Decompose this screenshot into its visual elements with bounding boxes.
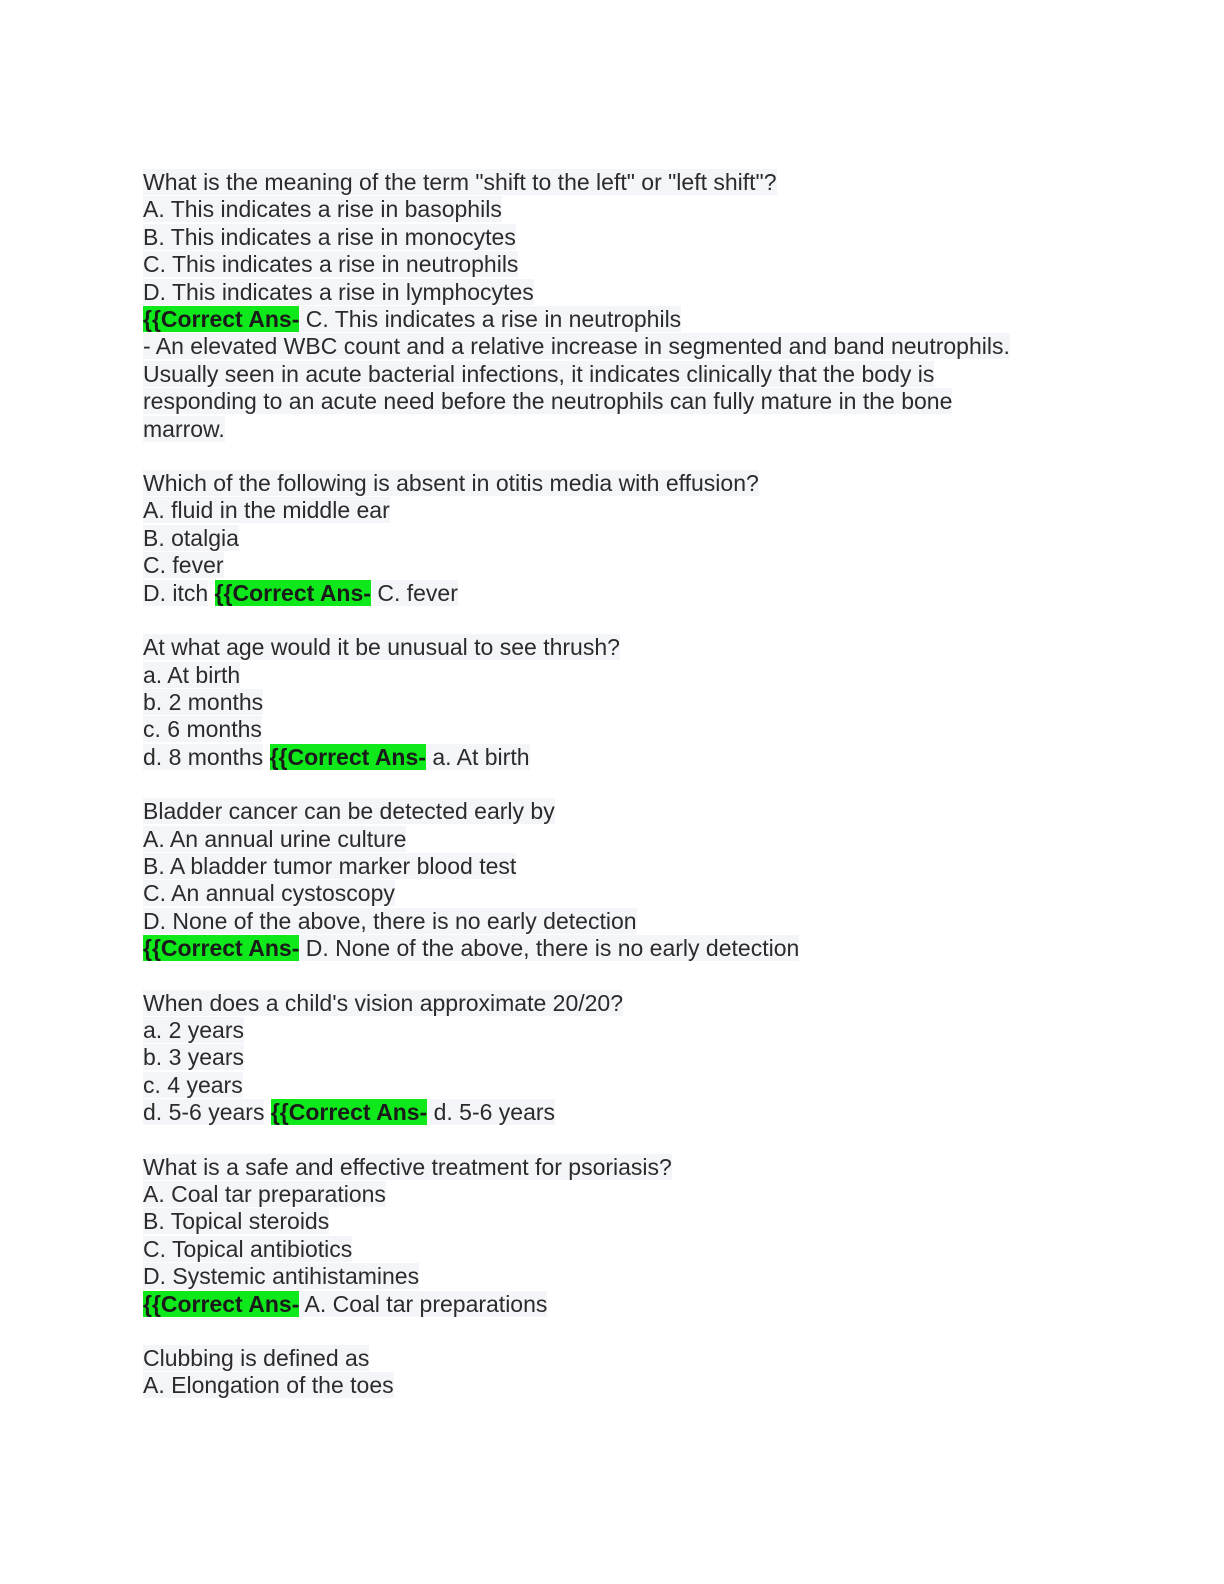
option-c: c. 6 months — [143, 716, 262, 743]
option-c: C. This indicates a rise in neutrophils — [143, 251, 519, 278]
correct-answer-text: a. At birth — [432, 743, 530, 770]
option-d: D. None of the above, there is no early detection — [143, 907, 637, 934]
option-c: C. An annual cystoscopy — [143, 880, 395, 907]
question-text: Clubbing is defined as — [143, 1345, 370, 1372]
explanation-line: marrow. — [143, 415, 225, 442]
option-d: D. This indicates a rise in lymphocytes — [143, 278, 534, 305]
option-a: A. fluid in the middle ear — [143, 497, 390, 524]
option-d: D. itch — [143, 579, 209, 606]
option-d: D. Systemic antihistamines — [143, 1263, 420, 1290]
correct-answer-text: d. 5-6 years — [433, 1099, 556, 1126]
option-a: A. This indicates a rise in basophils — [143, 196, 502, 223]
question-text: What is the meaning of the term "shift to the left" or "left shift"? — [143, 169, 777, 195]
explanation-line: Usually seen in acute bacterial infections, it indicates clinically that the body is — [143, 360, 935, 387]
correct-answer-tag: {{Correct Ans- — [143, 935, 300, 962]
question-text: Bladder cancer can be detected early by — [143, 798, 555, 825]
correct-answer-text: C. fever — [377, 579, 458, 606]
option-c: C. fever — [143, 552, 224, 579]
option-b: b. 3 years — [143, 1044, 244, 1071]
option-d: d. 8 months — [143, 743, 264, 770]
question-block-6 — [143, 1154, 1103, 1318]
correct-answer-tag: {{Correct Ans- — [269, 743, 426, 770]
question-block-5 — [143, 990, 1103, 1127]
option-a: A. An annual urine culture — [143, 825, 407, 852]
correct-answer-tag: {{Correct Ans- — [270, 1099, 428, 1126]
correct-answer-tag: {{Correct Ans- — [143, 1290, 300, 1317]
option-b: B. A bladder tumor marker blood test — [143, 852, 517, 879]
correct-answer-text: C. This indicates a rise in neutrophils — [305, 306, 682, 333]
correct-answer-tag: {{Correct Ans- — [214, 579, 371, 606]
correct-answer-text: D. None of the above, there is no early detection — [305, 935, 800, 962]
question-block-4 — [143, 798, 1103, 962]
option-c: c. 4 years — [143, 1071, 243, 1098]
correct-answer-tag: {{Correct Ans- — [143, 306, 300, 333]
question-text: Which of the following is absent in otitis media with effusion? — [143, 470, 759, 497]
question-text: At what age would it be unusual to see thrush? — [143, 634, 620, 661]
correct-answer-text: A. Coal tar preparations — [304, 1290, 548, 1317]
document-page — [143, 169, 1103, 1400]
question-block-7 — [143, 1345, 1103, 1400]
option-d: d. 5-6 years — [143, 1099, 265, 1126]
question-text: What is a safe and effective treatment for psoriasis? — [143, 1153, 672, 1180]
option-a: a. At birth — [143, 661, 241, 688]
option-b: B. Topical steroids — [143, 1208, 330, 1235]
option-a: A. Elongation of the toes — [143, 1372, 394, 1399]
question-block-2 — [143, 470, 1103, 607]
option-a: A. Coal tar preparations — [143, 1181, 386, 1207]
explanation-line: - An elevated WBC count and a relative increase in segmented and band neutrophils. — [143, 333, 1010, 360]
option-a: a. 2 years — [143, 1016, 244, 1043]
option-c: C. Topical antibiotics — [143, 1235, 353, 1262]
option-b: B. This indicates a rise in monocytes — [143, 223, 516, 250]
question-text: When does a child's vision approximate 20/20? — [143, 989, 624, 1016]
explanation-line: responding to an acute need before the neutrophils can fully mature in the bone — [143, 388, 953, 415]
option-b: b. 2 months — [143, 688, 264, 715]
question-block-3 — [143, 634, 1103, 771]
question-block-1 — [143, 169, 1103, 443]
option-b: B. otalgia — [143, 524, 239, 551]
